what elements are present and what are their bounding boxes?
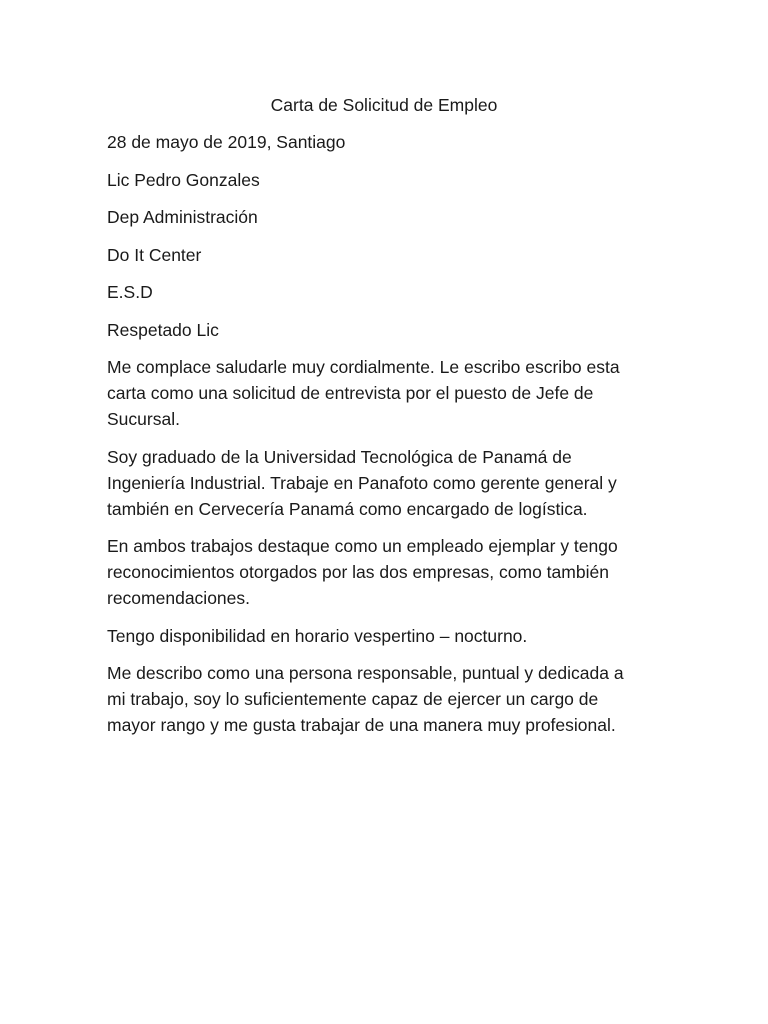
- paragraph-1-line-3: Sucursal.: [107, 409, 180, 429]
- paragraph-3-line-3: recomendaciones.: [107, 588, 250, 608]
- paragraph-2: [107, 444, 667, 522]
- recipient-name: Lic Pedro Gonzales: [107, 169, 260, 190]
- paragraph-5-line-1: Me describo como una persona responsable, puntual y dedicada a: [107, 663, 624, 683]
- paragraph-5-line-3: mayor rango y me gusta trabajar de una manera muy profesional.: [107, 715, 616, 735]
- paragraph-2-line-2: Ingeniería Industrial. Trabaje en Panafoto como gerente general y: [107, 472, 617, 493]
- paragraph-5: [107, 660, 667, 738]
- paragraph-3-line-1: En ambos trabajos destaque como un empleado ejemplar y tengo: [107, 536, 618, 556]
- date-place: 28 de mayo de 2019, Santiago: [107, 132, 346, 152]
- recipient-abbrev: E.S.D: [107, 282, 153, 302]
- paragraph-1: [107, 354, 667, 432]
- paragraph-3: [107, 533, 667, 611]
- recipient-department: Dep Administración: [107, 207, 258, 227]
- recipient-company: Do It Center: [107, 244, 202, 265]
- paragraph-3-line-2: reconocimientos otorgados por las dos empresas, como también: [107, 562, 609, 582]
- document-title: Carta de Solicitud de Empleo: [270, 95, 498, 115]
- letter-body: [107, 129, 667, 750]
- paragraph-5-line-2: mi trabajo, soy lo suficientemente capaz de ejercer un cargo de: [107, 689, 599, 709]
- paragraph-1-line-2: carta como una solicitud de entrevista por el puesto de Jefe de: [107, 383, 594, 403]
- salutation: Respetado Lic: [107, 319, 219, 340]
- paragraph-2-line-1: Soy graduado de la Universidad Tecnológica de Panamá de: [107, 446, 572, 467]
- paragraph-4: Tengo disponibilidad en horario vespertino – nocturno.: [107, 625, 528, 646]
- paragraph-2-line-3: también en Cervecería Panamá como encargado de logística.: [107, 498, 588, 519]
- paragraph-1-line-1: Me complace saludarle muy cordialmente. Le escribo escribo esta: [107, 357, 620, 377]
